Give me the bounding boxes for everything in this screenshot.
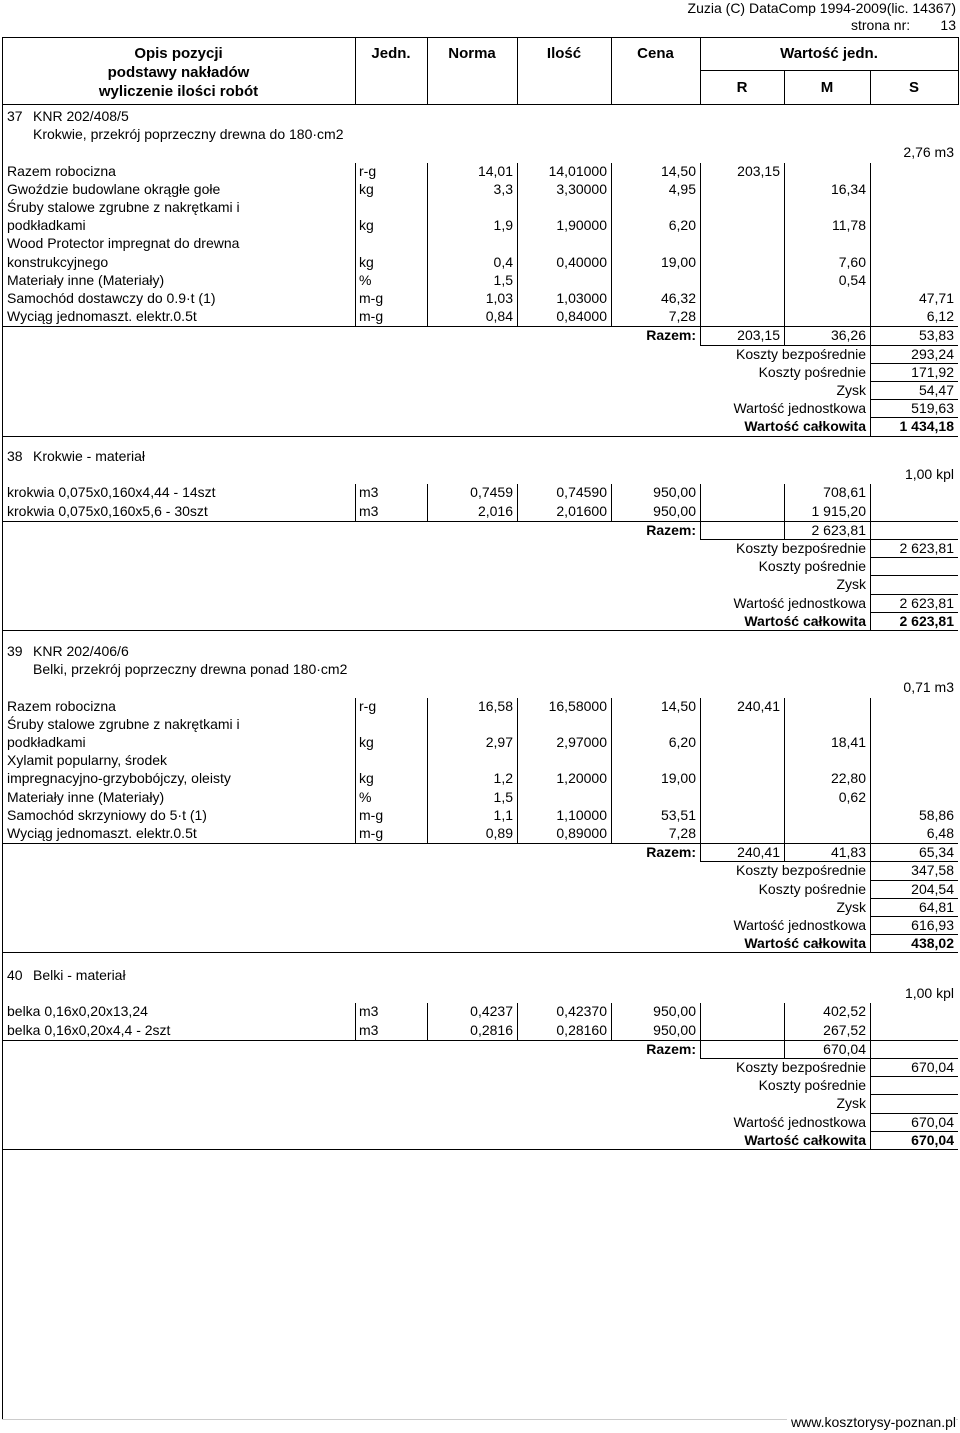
position-measure: 1,00 kpl xyxy=(904,466,954,483)
col-desc-line3: wyliczenie ilości robót xyxy=(98,83,259,100)
table-column-rule xyxy=(700,698,701,844)
summary-label: Wartość całkowita xyxy=(744,1131,866,1148)
razem-rule xyxy=(784,843,785,861)
summary-label: Wartość jednostkowa xyxy=(733,917,866,933)
table-column-rule xyxy=(355,1003,356,1039)
item-qty: 1,03000 xyxy=(556,290,607,306)
table-column-rule xyxy=(784,163,785,327)
col-s: S xyxy=(908,79,919,96)
item-norm: 1,9 xyxy=(493,217,513,234)
item-price: 6,20 xyxy=(668,734,696,750)
item-qty: 1,90000 xyxy=(556,217,607,234)
header-top-rule xyxy=(2,37,958,38)
item-m: 0,54 xyxy=(838,271,866,288)
summary-value: 2 623,81 xyxy=(899,594,954,611)
item-description: belka 0,16x0,20x13,24 xyxy=(7,1003,148,1020)
item-m: 0,62 xyxy=(838,788,866,805)
summary-column-rule xyxy=(870,1058,871,1149)
item-m: 11,78 xyxy=(832,217,866,234)
table-column-rule xyxy=(870,163,871,327)
summary-value: 2 623,81 xyxy=(899,612,954,629)
position-end-rule xyxy=(2,630,958,631)
item-price: 950,00 xyxy=(653,1003,696,1020)
position-measure: 2,76 m3 xyxy=(903,144,954,161)
item-price: 7,28 xyxy=(668,825,696,841)
item-norm: 1,5 xyxy=(493,271,513,288)
item-price: 46,32 xyxy=(660,290,696,306)
razem-rule xyxy=(870,843,871,861)
item-r: 203,15 xyxy=(737,162,780,179)
item-norm: 0,4 xyxy=(493,253,513,270)
item-unit: % xyxy=(359,271,372,288)
summary-value: 519,63 xyxy=(911,400,954,417)
item-qty: 16,58000 xyxy=(548,697,607,714)
razem-rule xyxy=(870,326,871,344)
razem-s: 53,83 xyxy=(918,327,954,344)
item-description: Samochód skrzyniowy do 5·t (1) xyxy=(7,806,207,823)
position-code: KNR 202/406/6 xyxy=(33,643,129,659)
item-unit: m-g xyxy=(359,290,384,306)
copyright-text: Zuzia (C) DataComp 1994-2009(lic. 14367) xyxy=(687,0,956,16)
summary-label: Koszty pośrednie xyxy=(758,363,866,380)
table-column-rule xyxy=(355,698,356,844)
item-unit: m3 xyxy=(359,1021,379,1038)
page-label: strona nr: xyxy=(851,17,911,33)
table-column-rule xyxy=(517,484,518,520)
table-column-rule xyxy=(517,1003,518,1039)
item-m: 1 915,20 xyxy=(811,502,866,519)
summary-label: Wartość jednostkowa xyxy=(733,400,866,417)
table-column-rule xyxy=(700,1003,701,1039)
header-border-right xyxy=(958,37,959,105)
item-description: Gwoździe budowlane okrągłe gołe xyxy=(7,180,221,197)
table-column-rule xyxy=(517,698,518,844)
position-title: Krokwie, przekrój poprzeczny drewna do 180·cm2 xyxy=(33,126,344,143)
table-column-rule xyxy=(427,484,428,520)
razem-r: 240,41 xyxy=(737,844,780,861)
position-number: 40 xyxy=(7,967,23,983)
item-description: podkładkami xyxy=(7,734,86,750)
table-column-rule xyxy=(427,163,428,327)
summary-label: Wartość całkowita xyxy=(744,612,866,629)
item-description: Razem robocizna xyxy=(7,162,116,179)
razem-m: 2 623,81 xyxy=(811,521,866,538)
item-description: Materiały inne (Materiały) xyxy=(7,788,165,805)
item-description: Wyciąg jednomaszt. elektr.0.5t xyxy=(7,825,197,841)
summary-value: 54,47 xyxy=(918,382,954,398)
position-measure: 0,71 m3 xyxy=(903,679,954,696)
item-unit: m3 xyxy=(359,502,379,519)
razem-rule xyxy=(784,521,785,539)
table-column-rule xyxy=(427,698,428,844)
page-number: 13 xyxy=(940,17,956,33)
summary-label: Koszty pośrednie xyxy=(758,880,866,897)
col-norm: Norma xyxy=(448,45,496,62)
item-norm: 1,03 xyxy=(485,290,513,306)
position-end-rule xyxy=(2,436,958,437)
item-price: 950,00 xyxy=(653,502,696,519)
table-column-rule xyxy=(784,484,785,520)
razem-s: 65,34 xyxy=(918,844,954,861)
item-norm: 1,2 xyxy=(493,770,513,787)
item-description: Wyciąg jednomaszt. elektr.0.5t xyxy=(7,308,197,325)
table-column-rule xyxy=(700,163,701,327)
item-description: konstrukcyjnego xyxy=(7,253,109,270)
item-unit: m-g xyxy=(359,806,384,823)
summary-rule xyxy=(870,1076,958,1077)
item-price: 19,00 xyxy=(660,770,696,787)
summary-label: Koszty pośrednie xyxy=(758,558,866,575)
item-description: Materiały inne (Materiały) xyxy=(7,271,165,288)
item-unit: % xyxy=(359,788,372,805)
summary-label: Wartość jednostkowa xyxy=(733,594,866,611)
summary-label: Zysk xyxy=(836,1095,866,1112)
item-m: 402,52 xyxy=(823,1003,866,1020)
item-unit: kg xyxy=(359,734,374,750)
item-m: 7,60 xyxy=(838,253,866,270)
item-qty: 0,74590 xyxy=(556,484,607,501)
position-end-rule xyxy=(2,1149,958,1150)
table-column-rule xyxy=(784,1003,785,1039)
summary-label: Zysk xyxy=(836,382,866,398)
item-norm: 0,84 xyxy=(485,308,513,325)
summary-rule xyxy=(870,575,958,576)
summary-label: Zysk xyxy=(836,576,866,593)
summary-label: Koszty bezpośrednie xyxy=(736,345,866,362)
item-norm: 0,2816 xyxy=(470,1021,513,1038)
table-column-rule xyxy=(611,698,612,844)
body-left-border xyxy=(2,104,3,1420)
item-m: 18,41 xyxy=(830,734,866,750)
item-unit: r-g xyxy=(359,697,377,714)
position-number: 37 xyxy=(7,108,23,124)
table-column-rule xyxy=(611,163,612,327)
item-unit: m-g xyxy=(359,825,384,841)
razem-m: 670,04 xyxy=(823,1040,866,1057)
item-norm: 0,4237 xyxy=(470,1003,513,1020)
item-s: 58,86 xyxy=(918,806,954,823)
item-price: 4,95 xyxy=(668,180,696,197)
position-code: KNR 202/408/5 xyxy=(33,108,129,124)
footer-url: www.kosztorysy-poznan.pl xyxy=(787,1414,956,1430)
item-description: Razem robocizna xyxy=(7,697,116,714)
summary-rule xyxy=(870,1094,958,1095)
item-price: 19,00 xyxy=(660,253,696,270)
razem-label: Razem: xyxy=(646,1040,696,1057)
summary-value: 1 434,18 xyxy=(899,418,954,435)
summary-value: 347,58 xyxy=(911,862,954,879)
table-column-rule xyxy=(870,698,871,844)
item-unit: m3 xyxy=(359,1003,379,1020)
col-desc-line1: Opis pozycji xyxy=(134,45,223,62)
summary-column-rule xyxy=(870,539,871,630)
header-bottom-rule xyxy=(2,104,958,105)
item-norm: 2,016 xyxy=(477,502,513,519)
razem-label: Razem: xyxy=(646,521,696,538)
razem-rule xyxy=(784,1040,785,1058)
item-description: belka 0,16x0,20x4,4 - 2szt xyxy=(7,1021,171,1038)
item-m: 267,52 xyxy=(823,1021,866,1038)
summary-value: 670,04 xyxy=(911,1059,954,1075)
item-m: 708,61 xyxy=(823,484,866,501)
summary-label: Wartość jednostkowa xyxy=(733,1113,866,1130)
item-description: Xylamit popularny, środek xyxy=(7,752,168,769)
table-column-rule xyxy=(427,1003,428,1039)
table-column-rule xyxy=(700,484,701,520)
razem-rule xyxy=(870,521,871,539)
item-description: krokwia 0,075x0,160x4,44 - 14szt xyxy=(7,484,216,501)
summary-label: Koszty bezpośrednie xyxy=(736,862,866,879)
summary-value: 670,04 xyxy=(911,1113,954,1130)
item-qty: 0,40000 xyxy=(556,253,607,270)
razem-rule xyxy=(700,521,701,539)
table-column-rule xyxy=(611,484,612,520)
table-column-rule xyxy=(611,1003,612,1039)
summary-label: Koszty bezpośrednie xyxy=(736,1059,866,1075)
item-price: 14,50 xyxy=(660,162,696,179)
position-title: Belki, przekrój poprzeczny drewna ponad 180·cm2 xyxy=(33,661,348,678)
razem-label: Razem: xyxy=(646,327,696,344)
razem-m: 41,83 xyxy=(830,844,866,861)
col-unit-value: Wartość jedn. xyxy=(780,45,878,62)
razem-rule xyxy=(700,326,701,344)
summary-label: Koszty pośrednie xyxy=(758,1077,866,1094)
razem-rule xyxy=(784,326,785,344)
summary-value: 293,24 xyxy=(911,345,954,362)
summary-label: Koszty bezpośrednie xyxy=(736,540,866,556)
item-norm: 1,1 xyxy=(493,806,513,823)
item-price: 53,51 xyxy=(660,806,696,823)
item-qty: 0,84000 xyxy=(556,308,607,325)
table-column-rule xyxy=(355,484,356,520)
razem-m: 36,26 xyxy=(830,327,866,344)
item-norm: 14,01 xyxy=(477,162,513,179)
razem-rule xyxy=(700,843,701,861)
summary-value: 204,54 xyxy=(911,880,954,897)
item-norm: 16,58 xyxy=(477,697,513,714)
table-column-rule xyxy=(355,163,356,327)
col-desc-line2: podstawy nakładów xyxy=(107,64,250,81)
item-unit: kg xyxy=(359,217,374,234)
item-description: Śruby stalowe zgrubne z nakrętkami i xyxy=(7,715,240,732)
item-unit: m3 xyxy=(359,484,379,501)
table-column-rule xyxy=(517,163,518,327)
col-qty: Ilość xyxy=(546,45,582,62)
item-s: 47,71 xyxy=(918,290,954,306)
item-description: Wood Protector impregnat do drewna xyxy=(7,235,240,252)
col-unit: Jedn. xyxy=(371,45,411,62)
summary-label: Wartość całkowita xyxy=(744,935,866,952)
item-description: podkładkami xyxy=(7,217,86,234)
item-price: 950,00 xyxy=(653,484,696,501)
item-m: 22,80 xyxy=(830,770,866,787)
summary-value: 64,81 xyxy=(918,898,954,915)
razem-label: Razem: xyxy=(646,844,696,861)
table-column-rule xyxy=(784,698,785,844)
col-price: Cena xyxy=(637,45,674,62)
position-code: Krokwie - materiał xyxy=(33,448,146,464)
position-number: 38 xyxy=(7,448,23,464)
item-unit: kg xyxy=(359,253,374,270)
summary-column-rule xyxy=(870,345,871,436)
item-qty: 14,01000 xyxy=(548,162,607,179)
summary-column-rule xyxy=(870,861,871,952)
item-unit: m-g xyxy=(359,308,384,325)
item-qty: 3,30000 xyxy=(556,180,607,197)
col-r: R xyxy=(736,79,748,96)
unit-value-divider xyxy=(700,70,958,71)
item-qty: 1,20000 xyxy=(556,770,607,787)
col-m: M xyxy=(820,79,834,96)
item-qty: 1,10000 xyxy=(556,806,607,823)
position-end-rule xyxy=(2,952,958,953)
item-norm: 3,3 xyxy=(493,180,513,197)
summary-value: 171,92 xyxy=(911,363,954,380)
item-description: krokwia 0,075x0,160x5,6 - 30szt xyxy=(7,502,208,519)
item-norm: 0,7459 xyxy=(470,484,513,501)
item-qty: 0,28160 xyxy=(556,1021,607,1038)
summary-value: 2 623,81 xyxy=(899,540,954,556)
summary-value: 670,04 xyxy=(911,1131,954,1148)
summary-label: Zysk xyxy=(836,898,866,915)
razem-rule xyxy=(870,1040,871,1058)
item-price: 14,50 xyxy=(660,697,696,714)
item-unit: r-g xyxy=(359,162,377,179)
item-norm: 1,5 xyxy=(493,788,513,805)
summary-label: Wartość całkowita xyxy=(744,418,866,435)
item-qty: 2,97000 xyxy=(556,734,607,750)
item-norm: 0,89 xyxy=(485,825,513,841)
item-description: Śruby stalowe zgrubne z nakrętkami i xyxy=(7,199,240,215)
item-s: 6,48 xyxy=(926,825,954,841)
item-price: 7,28 xyxy=(668,308,696,325)
razem-r: 203,15 xyxy=(737,327,780,344)
item-description: Samochód dostawczy do 0.9·t (1) xyxy=(7,290,216,306)
item-unit: kg xyxy=(359,180,374,197)
item-s: 6,12 xyxy=(926,308,954,325)
item-qty: 2,01600 xyxy=(556,502,607,519)
item-price: 950,00 xyxy=(653,1021,696,1038)
summary-rule xyxy=(870,557,958,558)
position-number: 39 xyxy=(7,643,23,659)
table-column-rule xyxy=(870,1003,871,1039)
item-norm: 2,97 xyxy=(485,734,513,750)
razem-rule xyxy=(700,1040,701,1058)
item-r: 240,41 xyxy=(737,697,780,714)
item-qty: 0,89000 xyxy=(556,825,607,841)
item-description: impregnacyjno-grzybobójczy, oleisty xyxy=(7,770,231,787)
item-price: 6,20 xyxy=(668,217,696,234)
item-qty: 0,42370 xyxy=(556,1003,607,1020)
item-unit: kg xyxy=(359,770,374,787)
item-m: 16,34 xyxy=(830,180,866,197)
summary-value: 438,02 xyxy=(911,935,954,952)
position-code: Belki - materiał xyxy=(33,967,126,983)
summary-value: 616,93 xyxy=(911,917,954,933)
table-column-rule xyxy=(870,484,871,520)
position-measure: 1,00 kpl xyxy=(904,985,954,1002)
